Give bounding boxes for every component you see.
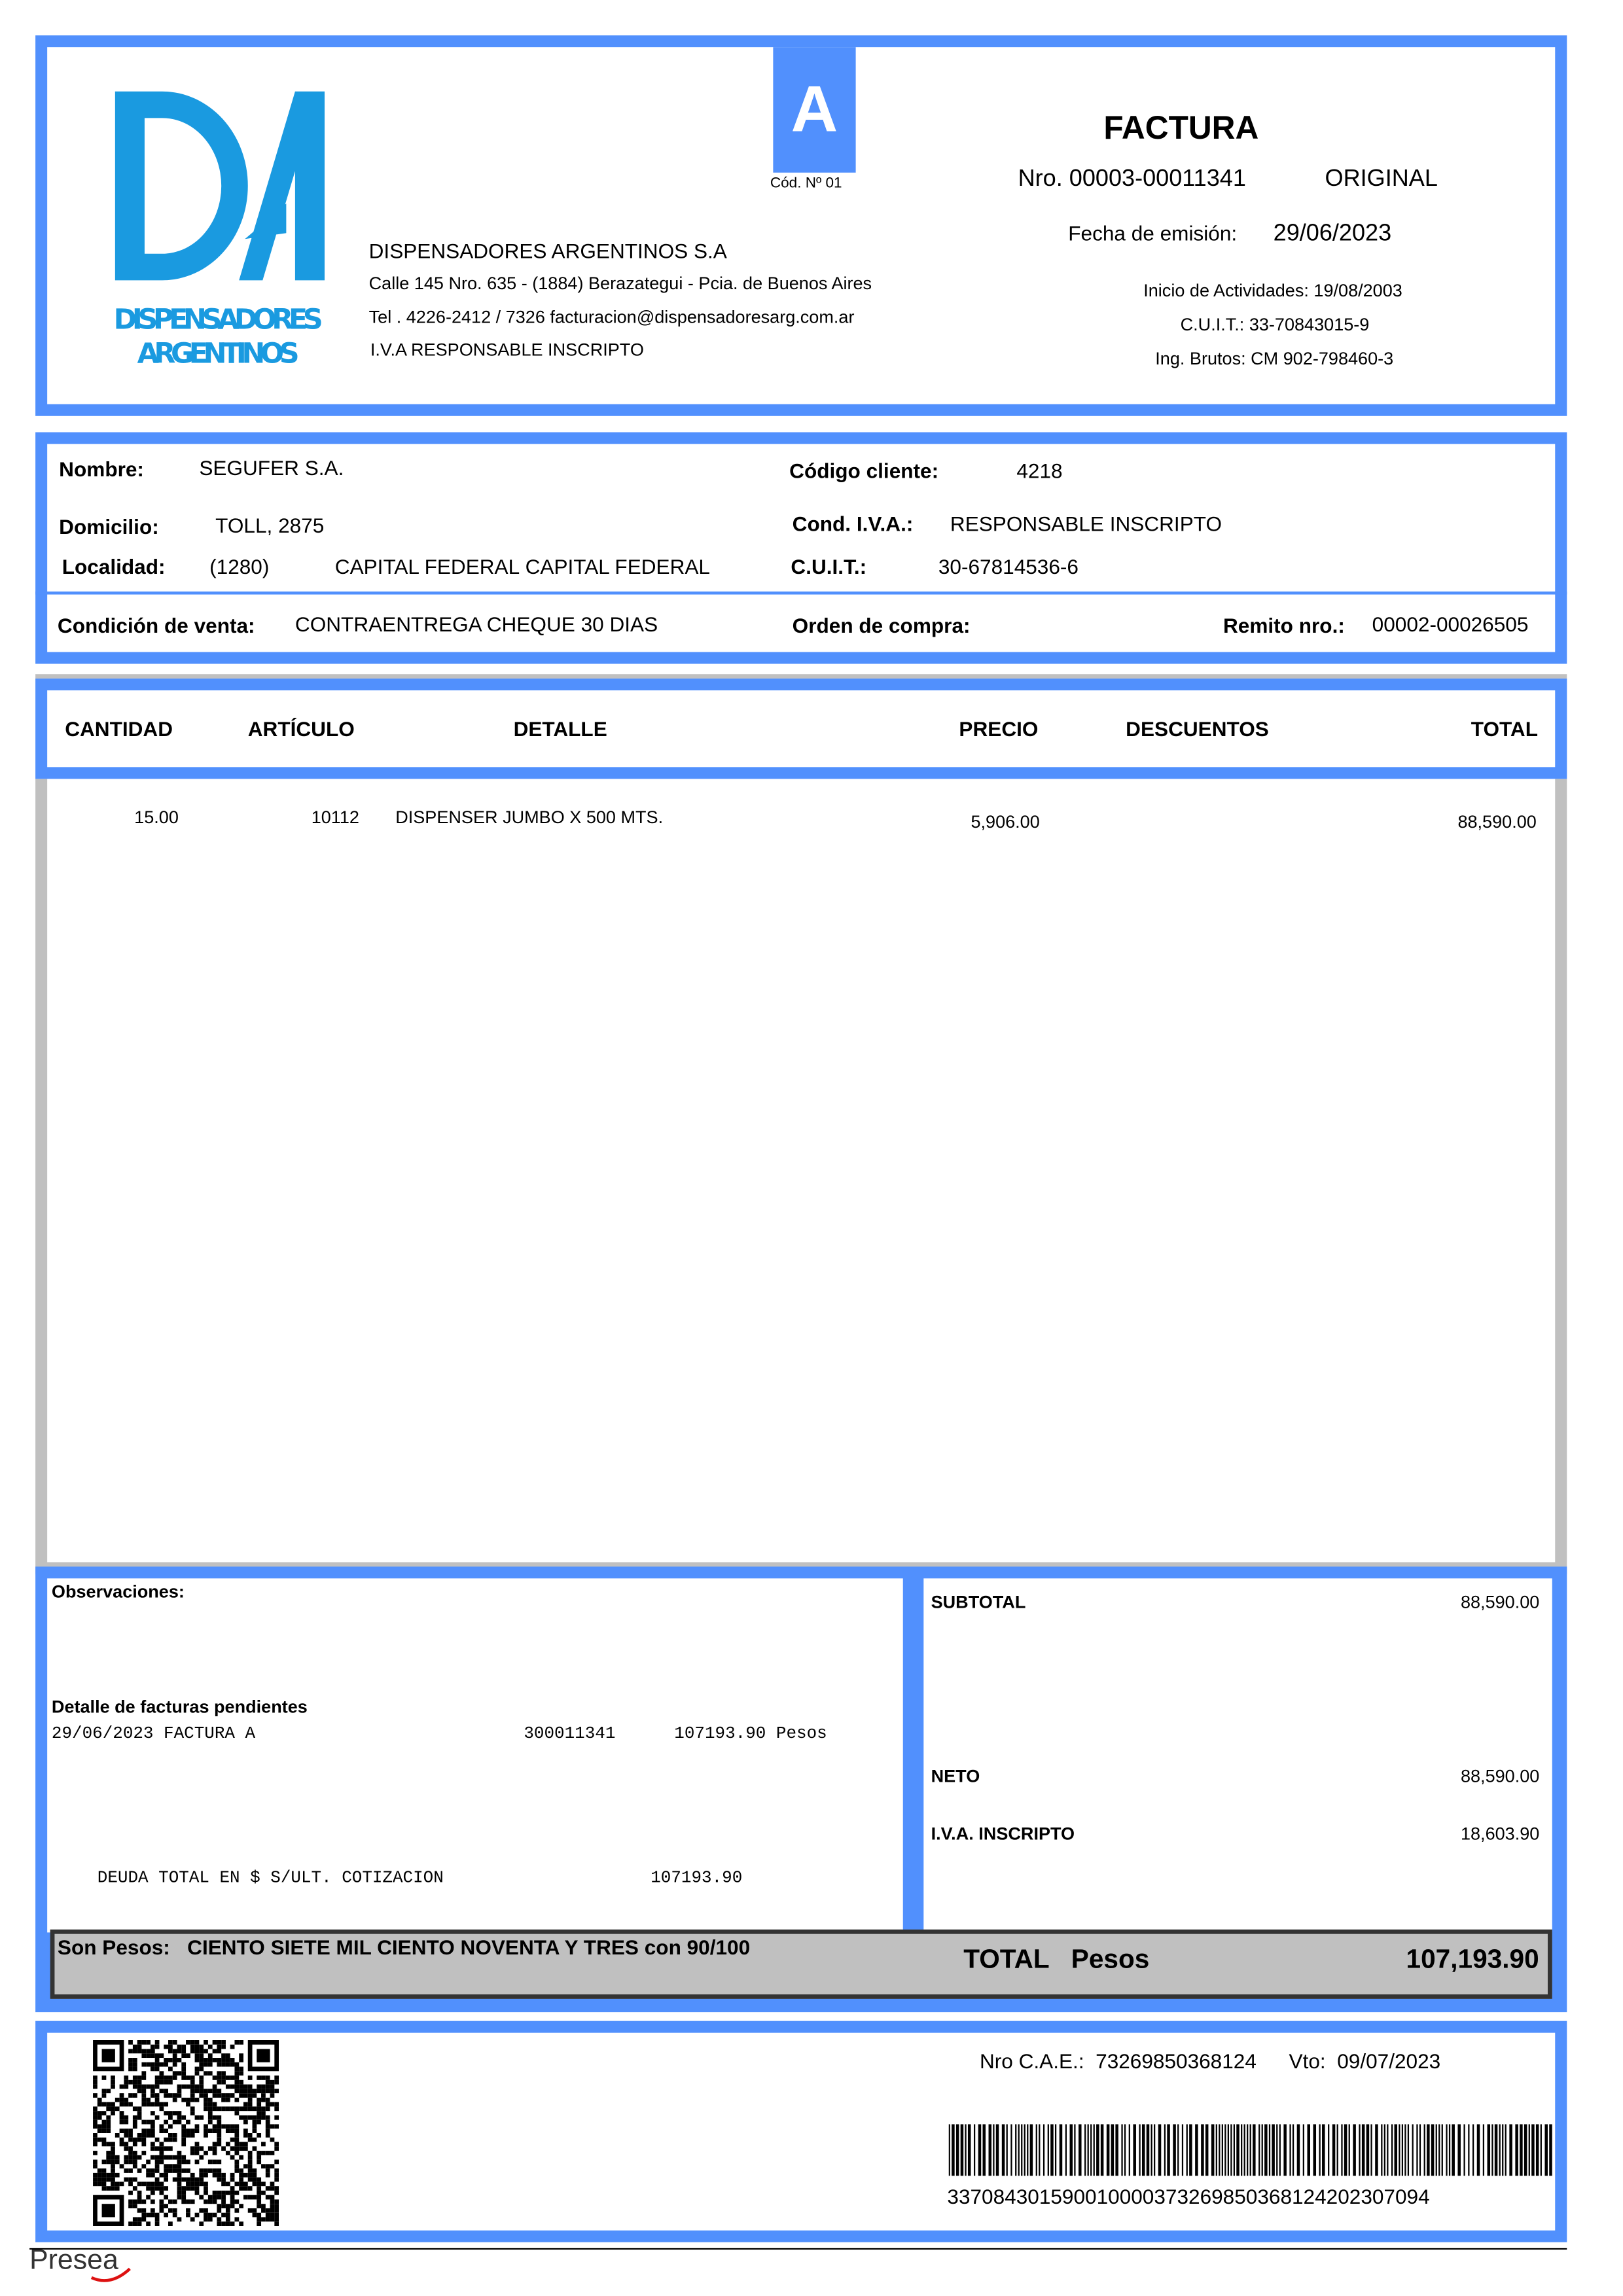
- items-frame: [35, 674, 1567, 1574]
- client-cuit: 30-67814536-6: [938, 554, 1079, 578]
- item-price: 5,906.00: [971, 811, 1040, 832]
- svg-text:ARGENTINOS: ARGENTINOS: [137, 337, 300, 370]
- footer-line: [29, 2248, 1567, 2250]
- barcode: [949, 2124, 1554, 2176]
- purchase-order-label: Orden de compra:: [792, 613, 971, 637]
- company-logo: [103, 86, 340, 374]
- locality-label: Localidad:: [62, 554, 166, 578]
- pending-invoices-label: Detalle de facturas pendientes: [51, 1696, 308, 1718]
- company-address: Calle 145 Nro. 635 - (1884) Berazategui - Pcia. de Buenos Aires: [368, 273, 872, 294]
- neto-label: NETO: [931, 1765, 980, 1787]
- date-label: Fecha de emisión:: [1068, 221, 1238, 245]
- amount-in-words: [58, 1935, 750, 1959]
- pending-amount: 107193.90 Pesos: [674, 1724, 827, 1744]
- remito-label: Remito nro.:: [1222, 613, 1345, 637]
- neto-value: 88,590.00: [1460, 1765, 1540, 1787]
- col-detail: DETALLE: [513, 716, 607, 741]
- col-discounts: DESCUENTOS: [1126, 716, 1269, 741]
- total-debt: 107193.90: [651, 1869, 743, 1888]
- item-qty: 15.00: [134, 807, 179, 828]
- divider: [35, 592, 1567, 595]
- iva-label: I.V.A. INSCRIPTO: [931, 1823, 1075, 1845]
- qr-code: [93, 2040, 279, 2226]
- invoice-letter: A: [773, 47, 855, 173]
- company-cuit: C.U.I.T.: 33-70843015-9: [1180, 314, 1370, 335]
- remito-number: 00002-00026505: [1372, 612, 1529, 636]
- col-price: PRECIO: [959, 716, 1039, 741]
- presea-logo: [29, 2245, 118, 2278]
- client-iva: RESPONSABLE INSCRIPTO: [950, 512, 1222, 536]
- client-address: TOLL, 2875: [215, 513, 325, 537]
- total-value: 107,193.90: [1406, 1944, 1539, 1974]
- sale-condition: CONTRAENTREGA CHEQUE 30 DIAS: [294, 612, 658, 636]
- total-debt-label: DEUDA TOTAL EN $ S/ULT. COTIZACION: [97, 1869, 444, 1888]
- item-article: 10112: [311, 807, 359, 828]
- svg-text:DISPENSADORES: DISPENSADORES: [113, 303, 323, 336]
- client-city: CAPITAL FEDERAL: [334, 554, 520, 578]
- company-contact: Tel . 4226-2412 / 7326 facturacion@dispensadoresarg.com.ar: [368, 306, 855, 328]
- iva-condition-label: Cond. I.V.A.:: [792, 512, 914, 536]
- pending-desc: 29/06/2023 FACTURA A: [51, 1724, 256, 1744]
- words-value: CIENTO SIETE MIL CIENTO NOVENTA Y TRES con 90/100: [187, 1935, 751, 1959]
- item-detail: DISPENSER JUMBO X 500 MTS.: [395, 807, 664, 828]
- copy-label: ORIGINAL: [1325, 166, 1438, 192]
- subtotal-label: SUBTOTAL: [931, 1591, 1026, 1613]
- client-zip: (1280): [209, 554, 270, 578]
- invoice-code: Cód. Nº 01: [770, 175, 842, 192]
- issue-date: 29/06/2023: [1273, 221, 1392, 247]
- iva-value: 18,603.90: [1460, 1823, 1540, 1845]
- company-iva: I.V.A RESPONSABLE INSCRIPTO: [370, 339, 644, 361]
- item-total: 88,590.00: [1457, 811, 1537, 832]
- client-province: CAPITAL FEDERAL: [525, 554, 711, 578]
- cae-label: Nro C.A.E.:: [979, 2049, 1084, 2073]
- total-label: TOTAL Pesos: [963, 1944, 1150, 1974]
- activity-start: Inicio de Actividades: 19/08/2003: [1143, 280, 1402, 301]
- vto-label: Vto:: [1289, 2049, 1326, 2073]
- barcode-number: 337084301590010000373269850368124202307094: [947, 2184, 1430, 2208]
- address-label: Domicilio:: [59, 514, 159, 539]
- client-name: SEGUFER S.A.: [199, 455, 344, 480]
- client-code: 4218: [1016, 459, 1063, 483]
- sale-condition-label: Condición de venta:: [57, 613, 255, 637]
- pending-number: 300011341: [524, 1724, 616, 1744]
- invoice-number: Nro. 00003-00011341: [1018, 166, 1246, 192]
- invoice-title: FACTURA: [1103, 109, 1259, 147]
- col-quantity: CANTIDAD: [65, 716, 173, 741]
- totals-panel: [923, 1578, 1552, 1932]
- col-total: TOTAL: [1471, 716, 1539, 741]
- brand-text: Presea: [29, 2245, 118, 2276]
- words-label: Son Pesos:: [57, 1935, 170, 1959]
- vto-date: 09/07/2023: [1337, 2049, 1441, 2073]
- company-name: DISPENSADORES ARGENTINOS S.A: [368, 239, 727, 263]
- name-label: Nombre:: [59, 457, 144, 481]
- col-article: ARTÍCULO: [247, 716, 355, 741]
- cae-number: 73269850368124: [1096, 2049, 1257, 2073]
- gross-income: Ing. Brutos: CM 902-798460-3: [1155, 348, 1394, 369]
- client-code-label: Código cliente:: [789, 459, 939, 483]
- cae-line: [980, 2049, 1440, 2073]
- client-cuit-label: C.U.I.T.:: [791, 554, 867, 578]
- subtotal-value: 88,590.00: [1460, 1591, 1540, 1613]
- observations-label: Observaciones:: [51, 1581, 185, 1602]
